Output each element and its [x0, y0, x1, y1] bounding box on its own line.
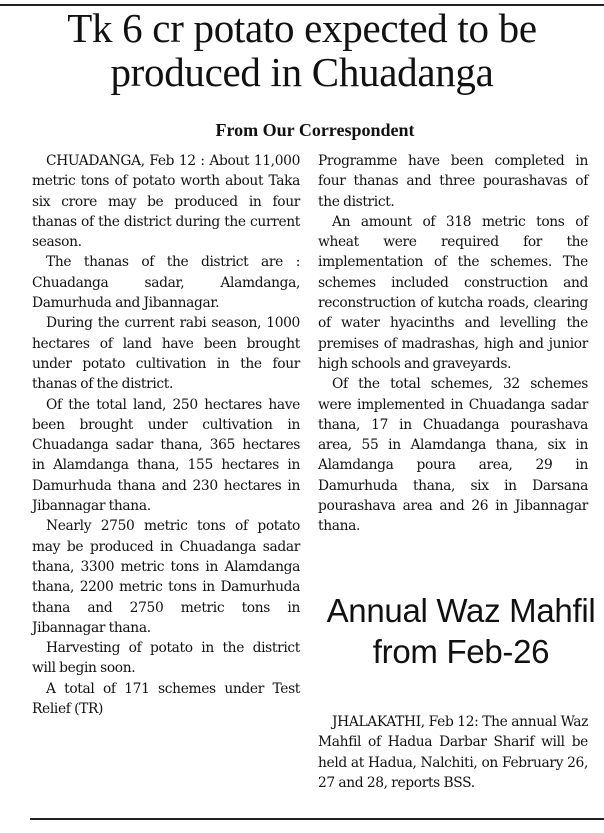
paragraph: An amount of 318 metric tons of wheat were required for the implementation of the schemes. The schemes included construction and reconstruction of kutcha roads, clearing of water hyacinths and levelling the premises of madrashas, high and junior high schools and graveyards. [318, 213, 588, 372]
paragraph: Of the total schemes, 32 schemes were implemented in Chuadanga sadar thana, 17 in Chuadanga pourashava area, 55 in Alamdanga thana, six in Alamdanga poura area, 29 in Damurhuda thana, six in Darsana pourashava area and 26 in Jibannagar thana. [318, 376, 588, 535]
article-left-column [32, 151, 300, 719]
article-right-column [318, 151, 588, 537]
paragraph: Of the total land, 250 hectares have been brought under cultivation in Chuadanga sadar thana, 365 hectares in Alamdanga thana, 155 hectares in Damurhuda thana and 230 hectares in Jibannagar thana. [32, 396, 300, 515]
paragraph: Programme have been completed in four thanas and three pourashavas of the district. [318, 153, 588, 210]
article-byline: From Our Correspondent [215, 120, 415, 140]
paragraph: A total of 171 schemes under Test Relief (TR) [32, 680, 300, 718]
bottom-rule [30, 818, 604, 820]
brief-headline: Annual Waz Mahfil from Feb-26 [326, 592, 596, 670]
article-headline: Tk 6 cr potato expected to be produced in Chuadanga [67, 5, 537, 95]
paragraph: Nearly 2750 metric tons of potato may be produced in Chuadanga sadar thana, 3300 metric tons in Alamdanga thana, 2200 metric tons in Damurhuda thana and 2750 metric tons in Jibannagar thana. [32, 518, 300, 636]
brief-body-column [318, 712, 588, 793]
paragraph: Harvesting of potato in the district will begin soon. [32, 640, 300, 677]
paragraph: The thanas of the district are : Chuadanga sadar, Alamdanga, Damurhuda and Jibannagar. [32, 254, 300, 312]
paragraph: JHALAKATHI, Feb 12: The annual Waz Mahfil of Hadua Darbar Sharif will be held at Hadua, Nalchiti, on February 26, 27 and 28, reports BSS. [318, 714, 588, 791]
paragraph: CHUADANGA, Feb 12 : About 11,000 metric tons of potato worth about Taka six crore may be produced in four thanas of the district during the current season. [32, 153, 300, 251]
paragraph: During the current rabi season, 1000 hectares of land have been brought under potato cultivation in the four thanas of the district. [32, 315, 300, 393]
